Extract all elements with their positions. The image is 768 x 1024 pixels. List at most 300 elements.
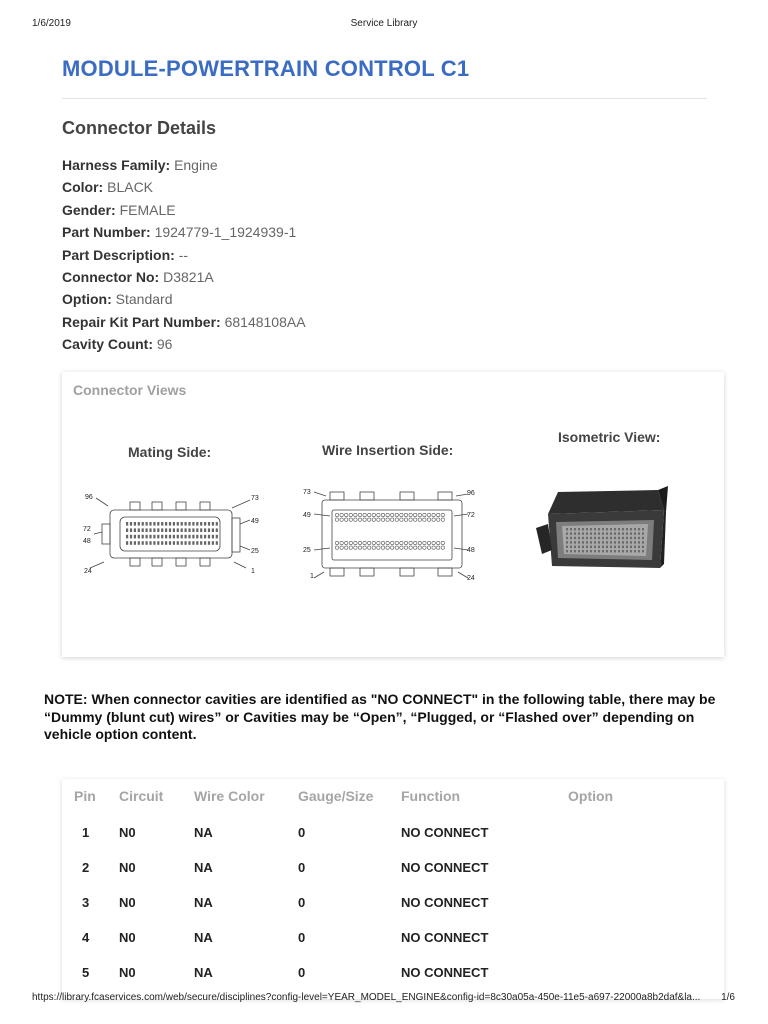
cell-wire-color: NA <box>194 860 213 875</box>
column-header-gauge-size[interactable]: Gauge/Size <box>298 788 374 804</box>
connector-cavity <box>349 513 352 516</box>
connector-cavity <box>196 541 198 545</box>
connector-cavity <box>582 546 584 548</box>
pin-label: 1 <box>310 573 314 580</box>
connector-cavity <box>138 528 140 532</box>
cell-wire-color: NA <box>194 895 213 910</box>
connector-cavity <box>578 546 580 548</box>
connector-cavity <box>642 528 644 530</box>
connector-cavity <box>185 522 187 526</box>
connector-cavity <box>134 541 136 545</box>
connector-cavity <box>177 528 179 532</box>
detail-row <box>62 154 306 176</box>
connector-cavity <box>590 532 592 534</box>
connector-cavity <box>437 518 440 521</box>
connector-cavity <box>149 528 151 532</box>
connector-cavity <box>181 535 183 539</box>
connector-cavity <box>204 541 206 545</box>
cell-wire-color: NA <box>194 930 213 945</box>
detail-row <box>62 244 306 266</box>
print-footer <box>0 992 768 1006</box>
connector-cavity <box>395 546 398 549</box>
connector-cavity <box>578 532 580 534</box>
connector-cavity <box>610 546 612 548</box>
connector-cavity <box>169 528 171 532</box>
connector-cavity <box>377 546 380 549</box>
cell-gauge: 0 <box>298 895 306 910</box>
connector-cavity <box>570 550 572 552</box>
connector-cavity <box>363 541 366 544</box>
connector-cavity <box>586 532 588 534</box>
connector-cavity <box>594 541 596 543</box>
connector-cavity <box>340 518 343 521</box>
connector-views-card <box>62 372 724 657</box>
connector-cavity <box>602 550 604 552</box>
connector-cavity <box>358 513 361 516</box>
connector-cavity <box>642 541 644 543</box>
connector-cavity <box>400 541 403 544</box>
connector-cavity <box>634 546 636 548</box>
connector-cavity <box>590 528 592 530</box>
pin-label: 24 <box>467 575 475 582</box>
table-row <box>62 860 724 895</box>
connector-cavity <box>395 541 398 544</box>
connector-cavity <box>622 528 624 530</box>
connector-cavity <box>414 518 417 521</box>
connector-cavity <box>335 541 338 544</box>
connector-cavity <box>602 546 604 548</box>
connector-cavity <box>212 528 214 532</box>
connector-cavity <box>358 541 361 544</box>
connector-cavity <box>188 522 190 526</box>
connector-cavity <box>363 546 366 549</box>
connector-cavity <box>590 550 592 552</box>
connector-cavity <box>153 535 155 539</box>
connector-cavity <box>626 537 628 539</box>
cell-circuit: N0 <box>119 860 136 875</box>
connector-cavity <box>634 528 636 530</box>
connector-cavity <box>177 541 179 545</box>
connector-cavity <box>372 541 375 544</box>
connector-cavity <box>354 546 357 549</box>
column-header-circuit[interactable]: Circuit <box>119 788 164 804</box>
connector-cavity <box>618 541 620 543</box>
connector-cavity <box>566 528 568 530</box>
connector-cavity <box>630 541 632 543</box>
connector-cavity <box>630 528 632 530</box>
connector-cavity <box>196 528 198 532</box>
connector-cavity <box>586 550 588 552</box>
connector-cavity <box>590 546 592 548</box>
connector-cavity <box>153 522 155 526</box>
connector-cavity <box>578 528 580 530</box>
title-divider <box>62 98 707 99</box>
connector-cavity <box>185 528 187 532</box>
connector-cavity <box>610 550 612 552</box>
detail-row <box>62 266 306 288</box>
connector-cavity <box>582 528 584 530</box>
connector-cavity <box>153 528 155 532</box>
detail-row <box>62 221 306 243</box>
detail-value: D3821A <box>163 269 214 286</box>
connector-cavity <box>582 541 584 543</box>
connector-cavity <box>594 528 596 530</box>
mating-side-diagram[interactable] <box>80 484 270 582</box>
cell-function: NO CONNECT <box>401 895 489 910</box>
connector-cavity <box>642 537 644 539</box>
connector-cavity <box>386 546 389 549</box>
connector-cavity <box>409 513 412 516</box>
pin-table <box>62 779 724 999</box>
connector-cavity <box>381 541 384 544</box>
cell-gauge: 0 <box>298 930 306 945</box>
connector-cavity <box>146 528 148 532</box>
connector-cavity <box>618 546 620 548</box>
connector-cavity <box>586 541 588 543</box>
page-title: MODULE-POWERTRAIN CONTROL C1 <box>62 56 470 81</box>
connector-cavity <box>165 535 167 539</box>
connector-cavity <box>368 541 371 544</box>
connector-cavity <box>614 537 616 539</box>
connector-cavity <box>130 528 132 532</box>
connector-cavity <box>391 513 394 516</box>
column-header-function[interactable]: Function <box>401 788 461 804</box>
connector-cavity <box>570 541 572 543</box>
connector-cavity <box>404 518 407 521</box>
connector-cavity <box>400 513 403 516</box>
cell-pin: 2 <box>82 860 90 875</box>
connector-cavity <box>165 528 167 532</box>
cell-pin: 1 <box>82 825 90 840</box>
connector-cavity <box>441 513 444 516</box>
connector-cavity <box>173 528 175 532</box>
column-header-option[interactable]: Option <box>568 788 614 804</box>
connector-cavity <box>126 528 128 532</box>
connector-cavity <box>578 537 580 539</box>
pin-label: 73 <box>303 489 311 496</box>
connector-cavity <box>610 532 612 534</box>
wire-insertion-side-diagram[interactable] <box>300 482 490 586</box>
connector-cavity <box>594 532 596 534</box>
connector-cavity <box>196 535 198 539</box>
connector-cavity <box>582 532 584 534</box>
connector-cavity <box>570 546 572 548</box>
connector-cavity <box>204 522 206 526</box>
connector-cavity <box>638 537 640 539</box>
connector-cavity <box>614 528 616 530</box>
connector-cavity <box>622 550 624 552</box>
cell-pin: 3 <box>82 895 90 910</box>
connector-cavity <box>634 550 636 552</box>
connector-cavity <box>634 537 636 539</box>
cell-wire-color: NA <box>194 965 213 980</box>
connector-cavity <box>212 541 214 545</box>
connector-cavity <box>181 522 183 526</box>
connector-cavity <box>418 518 421 521</box>
connector-cavity <box>622 541 624 543</box>
connector-cavity <box>169 541 171 545</box>
connector-cavity <box>602 532 604 534</box>
connector-cavity <box>395 513 398 516</box>
connector-cavity <box>427 546 430 549</box>
connector-cavity <box>622 532 624 534</box>
connector-cavity <box>570 528 572 530</box>
connector-cavity <box>432 546 435 549</box>
connector-cavity <box>130 541 132 545</box>
connector-cavity <box>409 518 412 521</box>
connector-cavity <box>437 541 440 544</box>
connector-cavity <box>349 518 352 521</box>
detail-label: Repair Kit Part Number: <box>62 313 221 330</box>
mating-side-label: Mating Side: <box>128 444 212 460</box>
pin-label: 72 <box>83 526 91 533</box>
connector-cavity <box>586 537 588 539</box>
cell-wire-color: NA <box>194 825 213 840</box>
connector-cavity <box>208 528 210 532</box>
connector-cavity <box>590 541 592 543</box>
connector-cavity <box>177 535 179 539</box>
detail-row <box>62 311 306 333</box>
isometric-view-label: Isometric View: <box>558 429 661 445</box>
connector-cavity <box>606 537 608 539</box>
pin-label: 25 <box>251 548 259 555</box>
cell-circuit: N0 <box>119 930 136 945</box>
connector-cavity <box>423 541 426 544</box>
connector-cavity <box>169 535 171 539</box>
no-connect-note: NOTE: When connector cavities are identified as "NO CONNECT" in the following table, there may be “Dummy (blunt cut) wires” or Cavities may be “Open”, “Plugged, or “Flashed over” depending on vehicle option content. <box>44 691 716 743</box>
cell-pin: 4 <box>82 930 90 945</box>
connector-cavity <box>586 528 588 530</box>
connector-cavity <box>391 518 394 521</box>
connector-cavity <box>188 541 190 545</box>
connector-cavity <box>602 528 604 530</box>
connector-cavity <box>134 522 136 526</box>
connector-details <box>62 154 306 356</box>
connector-cavity <box>618 550 620 552</box>
pin-label: 1 <box>251 568 255 575</box>
connector-cavity <box>363 513 366 516</box>
cell-circuit: N0 <box>119 965 136 980</box>
table-row <box>62 895 724 930</box>
table-row <box>62 825 724 860</box>
connector-cavity <box>418 546 421 549</box>
connector-cavity <box>414 513 417 516</box>
connector-cavity <box>386 513 389 516</box>
connector-cavity <box>192 522 194 526</box>
connector-cavity <box>437 546 440 549</box>
cell-circuit: N0 <box>119 825 136 840</box>
connector-cavity <box>586 546 588 548</box>
connector-cavity <box>622 537 624 539</box>
cell-function: NO CONNECT <box>401 825 489 840</box>
connector-cavity <box>427 541 430 544</box>
connector-cavity <box>138 541 140 545</box>
connector-cavity <box>368 518 371 521</box>
connector-cavity <box>594 537 596 539</box>
connector-cavity <box>414 541 417 544</box>
isometric-view-image[interactable] <box>536 476 706 580</box>
detail-label: Option: <box>62 291 112 308</box>
connector-cavity <box>432 513 435 516</box>
connector-cavity <box>157 535 159 539</box>
connector-cavity <box>404 546 407 549</box>
pin-label: 24 <box>84 568 92 575</box>
pin-label: 72 <box>467 512 475 519</box>
connector-cavity <box>335 518 338 521</box>
connector-cavity <box>149 541 151 545</box>
connector-cavity <box>598 528 600 530</box>
connector-cavity <box>126 522 128 526</box>
page-url: https://library.fcaservices.com/web/secure/disciplines?config-level=YEAR_MODEL_ENGINE&config-id=8c30a05a-450e-11e5-a697-22000a8b2daf&la... <box>32 992 701 1003</box>
connector-cavity <box>146 522 148 526</box>
connector-cavity <box>216 528 218 532</box>
cell-gauge: 0 <box>298 825 306 840</box>
connector-cavity <box>161 541 163 545</box>
connector-cavity <box>138 535 140 539</box>
detail-label: Part Description: <box>62 246 175 263</box>
connector-cavity <box>626 546 628 548</box>
connector-cavity <box>441 518 444 521</box>
connector-cavity <box>566 546 568 548</box>
connector-cavity <box>634 532 636 534</box>
connector-cavity <box>173 541 175 545</box>
cell-function: NO CONNECT <box>401 930 489 945</box>
connector-cavity <box>441 546 444 549</box>
pin-label: 48 <box>467 547 475 554</box>
connector-cavity <box>614 541 616 543</box>
connector-cavity <box>372 513 375 516</box>
connector-cavity <box>340 541 343 544</box>
connector-cavity <box>427 513 430 516</box>
connector-cavity <box>423 518 426 521</box>
connector-cavity <box>570 532 572 534</box>
connector-cavity <box>626 550 628 552</box>
pin-label: 48 <box>83 538 91 545</box>
pin-label: 73 <box>251 495 259 502</box>
connector-cavity <box>634 541 636 543</box>
connector-cavity <box>598 541 600 543</box>
connector-cavity <box>391 541 394 544</box>
connector-cavity <box>161 522 163 526</box>
connector-cavity <box>638 546 640 548</box>
connector-cavity <box>200 541 202 545</box>
connector-cavity <box>602 541 604 543</box>
connector-cavity <box>142 535 144 539</box>
connector-cavity <box>566 537 568 539</box>
connector-cavity <box>598 550 600 552</box>
connector-cavity <box>345 546 348 549</box>
connector-cavity <box>157 522 159 526</box>
cell-function: NO CONNECT <box>401 965 489 980</box>
connector-cavity <box>149 535 151 539</box>
connector-cavity <box>642 546 644 548</box>
connector-cavity <box>574 550 576 552</box>
connector-cavity <box>574 528 576 530</box>
connector-cavity <box>212 535 214 539</box>
connector-cavity <box>630 550 632 552</box>
cell-function: NO CONNECT <box>401 860 489 875</box>
connector-cavity <box>386 541 389 544</box>
connector-cavity <box>208 535 210 539</box>
print-title: Service Library <box>350 18 418 29</box>
connector-cavity <box>606 532 608 534</box>
detail-label: Color: <box>62 179 104 196</box>
connector-cavity <box>598 546 600 548</box>
connector-cavity <box>126 541 128 545</box>
connector-cavity <box>606 528 608 530</box>
connector-cavity <box>146 541 148 545</box>
connector-cavity <box>165 541 167 545</box>
table-row <box>62 930 724 965</box>
connector-cavity <box>196 522 198 526</box>
connector-cavity <box>345 518 348 521</box>
connector-cavity <box>142 541 144 545</box>
pin-label: 96 <box>85 494 93 501</box>
connector-cavity <box>173 522 175 526</box>
column-header-pin[interactable]: Pin <box>74 788 96 804</box>
column-header-wire-color[interactable]: Wire Color <box>194 788 265 804</box>
connector-cavity <box>173 535 175 539</box>
detail-row <box>62 333 306 355</box>
connector-cavity <box>618 537 620 539</box>
connector-cavity <box>188 528 190 532</box>
connector-cavity <box>638 532 640 534</box>
cell-gauge: 0 <box>298 860 306 875</box>
cell-gauge: 0 <box>298 965 306 980</box>
connector-cavity <box>598 537 600 539</box>
connector-cavity <box>578 541 580 543</box>
connector-cavity <box>363 518 366 521</box>
connector-cavity <box>578 550 580 552</box>
connector-cavity <box>423 513 426 516</box>
connector-cavity <box>626 528 628 530</box>
connector-cavity <box>566 550 568 552</box>
detail-row <box>62 176 306 198</box>
connector-cavity <box>418 513 421 516</box>
connector-views-title: Connector Views <box>73 382 187 398</box>
connector-cavity <box>358 518 361 521</box>
connector-cavity <box>582 550 584 552</box>
connector-cavity <box>630 546 632 548</box>
page-number: 1/6 <box>721 992 735 1003</box>
connector-cavity <box>437 513 440 516</box>
connector-cavity <box>192 535 194 539</box>
connector-cavity <box>404 513 407 516</box>
connector-cavity <box>377 513 380 516</box>
connector-cavity <box>340 513 343 516</box>
connector-cavity <box>606 550 608 552</box>
connector-cavity <box>626 541 628 543</box>
detail-value: Standard <box>115 291 173 308</box>
detail-value: -- <box>178 246 189 263</box>
connector-cavity <box>354 518 357 521</box>
detail-value: Engine <box>174 157 218 173</box>
connector-cavity <box>574 546 576 548</box>
connector-cavity <box>441 541 444 544</box>
connector-cavity <box>423 546 426 549</box>
detail-value: BLACK <box>107 179 154 196</box>
connector-cavity <box>602 537 604 539</box>
print-date: 1/6/2019 <box>32 18 71 29</box>
connector-cavity <box>200 528 202 532</box>
detail-value: 1924779-1_1924939-1 <box>154 224 297 241</box>
connector-cavity <box>409 546 412 549</box>
pin-label: 25 <box>303 547 311 554</box>
connector-cavity <box>582 537 584 539</box>
connector-cavity <box>335 546 338 549</box>
connector-cavity <box>386 518 389 521</box>
connector-cavity <box>381 513 384 516</box>
